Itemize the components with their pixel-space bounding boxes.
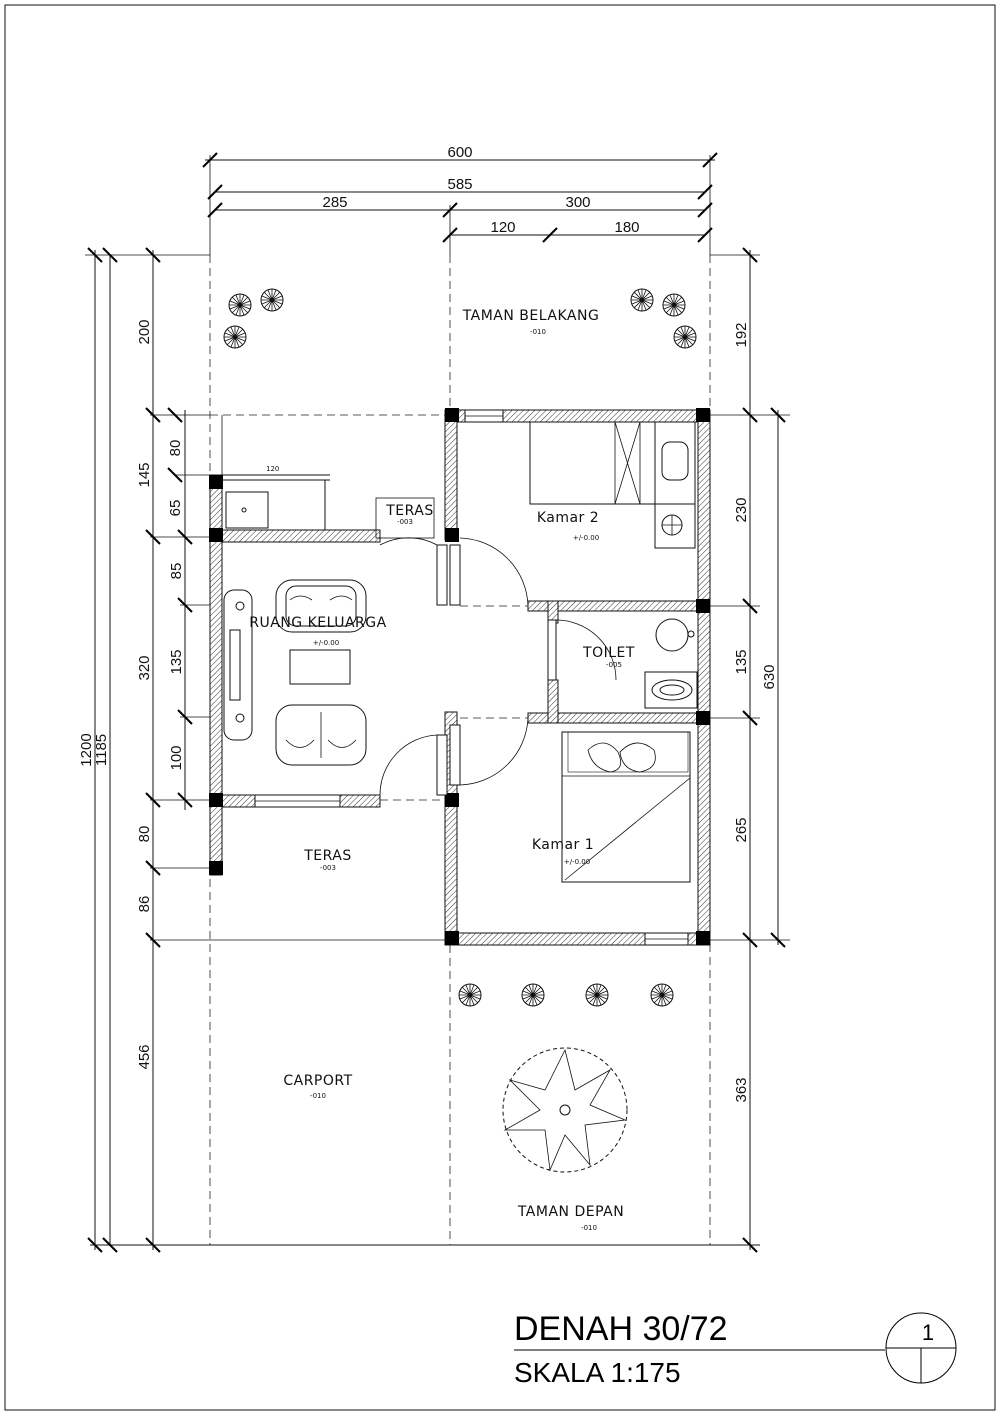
level-ruang-keluarga: +/-0.00 [312,639,340,647]
tree-icon [503,1048,627,1172]
dim-180: 180 [614,219,640,236]
dim-65: 65 [167,499,184,517]
level-kamar-1: +/-0.00 [563,858,591,866]
dim-585: 585 [447,176,473,193]
drawing-scale: SKALA 1:175 [514,1357,681,1388]
label-teras-top: TERAS [386,503,434,519]
dim-80-top: 80 [167,439,184,457]
dim-456: 456 [136,1044,153,1070]
bed-kamar-2 [530,422,658,504]
dim-100: 100 [168,745,185,771]
dim-600: 600 [447,144,473,161]
code-taman-belakang: -010 [530,328,546,336]
dim-320: 320 [136,655,153,681]
label-carport: CARPORT [283,1073,353,1089]
code-teras-top: -003 [397,518,413,526]
dim-230: 230 [733,497,750,523]
sheet-number: 1 [921,1320,935,1345]
dim-1200: 1200 [78,733,95,767]
label-kamar-2: Kamar 2 [536,510,600,526]
dim-200: 200 [136,319,153,345]
code-toilet: -005 [606,661,622,669]
dim-120: 120 [490,219,516,236]
dim-85: 85 [168,562,185,580]
tv-cabinet [224,590,252,740]
dim-300: 300 [565,194,591,211]
toilet-fixtures [645,619,697,708]
label-kamar-1: Kamar 1 [531,837,595,853]
kitchen-counter [222,465,330,530]
wardrobe-kamar-2 [655,422,695,548]
dim-265: 265 [733,817,750,843]
drawing-title: DENAH 30/72 [514,1310,728,1348]
dim-192: 192 [733,322,750,348]
label-teras-bottom: TERAS [304,848,352,864]
dim-1185: 1185 [93,733,110,767]
code-teras-bottom: -003 [320,864,336,872]
dim-135-left: 135 [168,649,185,675]
label-toilet: TOILET [583,645,635,661]
dim-630: 630 [761,664,778,690]
dim-285: 285 [322,194,348,211]
code-taman-depan: -010 [581,1224,597,1232]
dim-145: 145 [136,462,153,488]
level-kamar-2: +/-0.00 [572,534,600,542]
label-ruang-keluarga: RUANG KELUARGA [249,615,387,631]
dim-80-bottom: 80 [136,825,153,843]
code-carport: -010 [310,1092,326,1100]
label-taman-depan: TAMAN DEPAN [517,1204,625,1220]
coffee-table [290,650,350,684]
dim-86: 86 [136,895,153,913]
kitchen-counter-dim: 120 [266,465,280,473]
sofa-bottom [276,705,366,765]
label-taman-belakang: TAMAN BELAKANG [462,308,600,324]
dim-135-right: 135 [733,649,750,675]
dim-363: 363 [733,1077,750,1103]
